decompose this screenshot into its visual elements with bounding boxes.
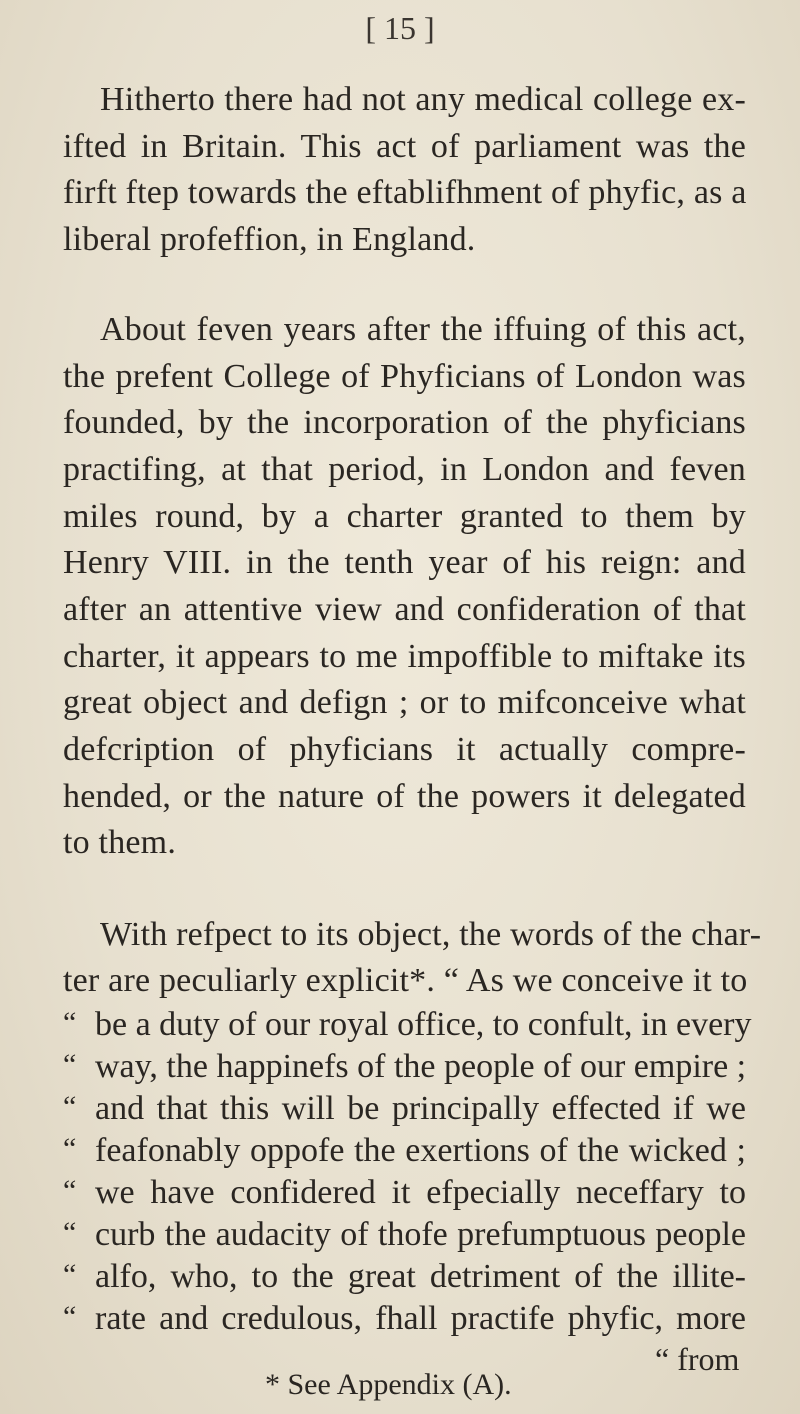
quote-mark: “ — [63, 1216, 77, 1249]
footnote: * See Appendix (A). — [265, 1368, 512, 1401]
paragraph-3-line-1: With refpect to its object, the words of the char- — [100, 916, 762, 953]
catchword: “ from — [655, 1341, 740, 1377]
quote-mark: “ — [63, 1006, 77, 1039]
paragraph-1-line-2: ifted in Britain. This act of parliament was the — [63, 128, 746, 165]
quote-line-8: rate and credulous, fhall practife phyfic, more — [95, 1300, 746, 1337]
quote-mark: “ — [63, 1132, 77, 1165]
quote-line-6: curb the audacity of thofe prefumptuous people — [95, 1216, 746, 1253]
paragraph-2-line-4: practifing, at that period, in London and feven — [63, 451, 746, 488]
quote-line-4: feafonably oppofe the exertions of the wicked ; — [95, 1132, 746, 1169]
paragraph-2-line-2: the prefent College of Phyficians of London was — [63, 358, 746, 395]
quote-line-5: we have confidered it efpecially neceffary to — [95, 1174, 746, 1211]
paragraph-1-line-3: firft ftep towards the eftablifhment of phyfic, as a — [63, 174, 747, 211]
quote-line-2: way, the happinefs of the people of our empire ; — [95, 1048, 747, 1085]
paragraph-2-line-7: after an attentive view and confideration of that — [63, 591, 746, 628]
paragraph-2-line-9: great object and defign ; or to mifconceive what — [63, 684, 746, 721]
paragraph-1-line-4: liberal profeffion, in England. — [63, 221, 476, 258]
paragraph-2-line-1: About feven years after the iffuing of this act, — [100, 311, 746, 348]
paragraph-1-line-1: Hitherto there had not any medical college ex- — [100, 81, 746, 118]
page-number: [ 15 ] — [365, 10, 435, 46]
quote-line-1: be a duty of our royal office, to confult, in every — [95, 1006, 752, 1043]
paragraph-2-line-6: Henry VIII. in the tenth year of his reign: and — [63, 544, 746, 581]
paragraph-3-line-2: ter are peculiarly explicit*. “ As we conceive it to — [63, 962, 748, 999]
paragraph-2-line-8: charter, it appears to me impoffible to miftake its — [63, 638, 746, 675]
paragraph-2-line-12: to them. — [63, 824, 177, 861]
paragraph-2-line-5: miles round, by a charter granted to them by — [63, 498, 746, 535]
paragraph-2-line-11: hended, or the nature of the powers it delegated — [63, 778, 746, 815]
quote-mark: “ — [63, 1048, 77, 1081]
quote-mark: “ — [63, 1258, 77, 1291]
quote-mark: “ — [63, 1300, 77, 1333]
paragraph-2-line-10: defcription of phyficians it actually compre- — [63, 731, 746, 768]
paragraph-2-line-3: founded, by the incorporation of the phyficians — [63, 404, 746, 441]
quote-line-3: and that this will be principally effected if we — [95, 1090, 746, 1127]
quote-line-7: alfo, who, to the great detriment of the illite- — [95, 1258, 746, 1295]
quote-mark: “ — [63, 1090, 77, 1123]
quote-mark: “ — [63, 1174, 77, 1207]
